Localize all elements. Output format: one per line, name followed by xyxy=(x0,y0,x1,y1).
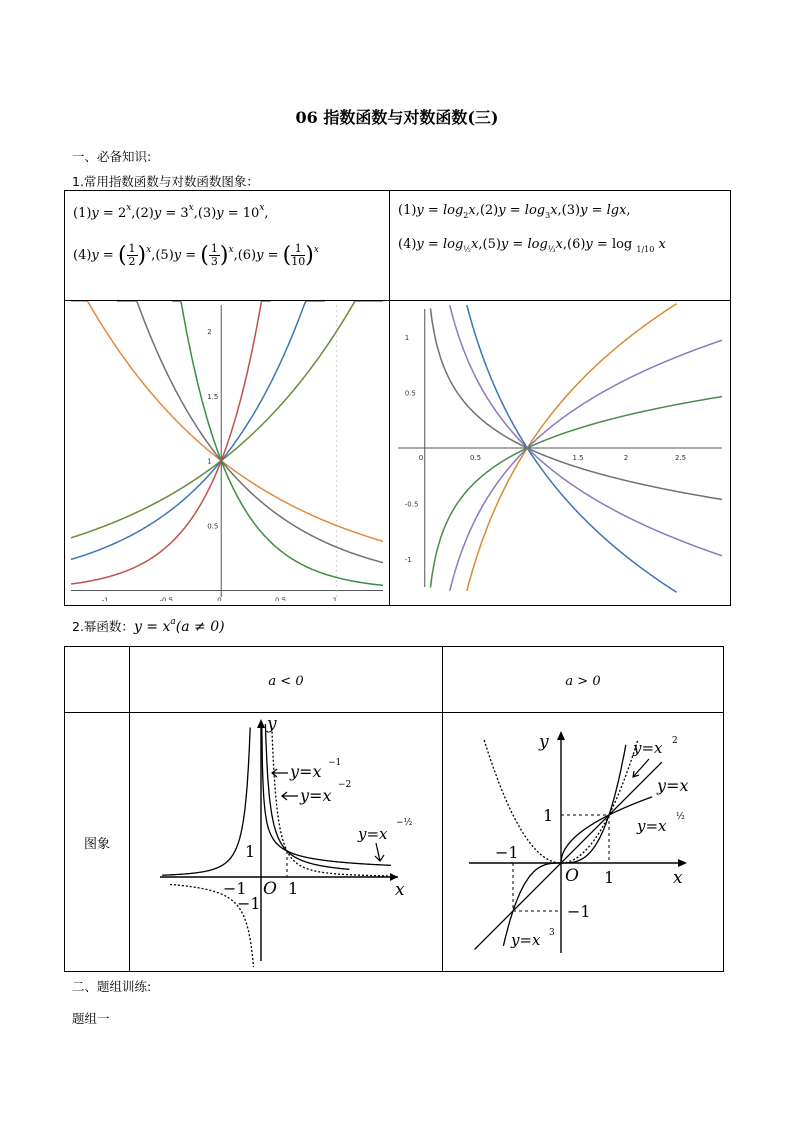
curve-x-neg2-left xyxy=(162,728,250,876)
section-heading-practice: 二、题组训练: xyxy=(72,979,152,994)
origin-label: O xyxy=(263,879,277,899)
label-x-neg1: y=x xyxy=(290,762,322,781)
label-x-squared: y=x xyxy=(633,739,663,757)
x-axis-arrow xyxy=(678,859,687,867)
x-tick-1: 1 xyxy=(288,879,299,898)
exp-series-line-3 xyxy=(71,301,271,584)
y-tick-label: 2 xyxy=(207,327,212,336)
log-formula-cell xyxy=(390,191,731,301)
y-tick-label: 0.5 xyxy=(404,389,416,398)
x-tick-label: 0.5 xyxy=(275,596,287,601)
y-tick-label: -1 xyxy=(404,556,412,565)
header-a-negative: a < 0 xyxy=(130,647,443,713)
y-axis-label: y xyxy=(539,732,549,752)
y-axis-label: y xyxy=(267,714,277,734)
y-tick-label: 0.5 xyxy=(207,522,219,531)
x-axis-label: x xyxy=(395,880,405,900)
row-label-graph: 图象 xyxy=(65,713,130,972)
y-tick-label: 1.5 xyxy=(207,392,219,401)
x-tick-label: 2.5 xyxy=(675,454,687,462)
label-x-half: y=x xyxy=(637,817,667,835)
x-tick-neg1: −1 xyxy=(495,843,519,862)
arrow-x-squared xyxy=(633,759,649,777)
sup-x-neg1: −1 xyxy=(328,758,342,768)
sup-x-neg2: −2 xyxy=(338,780,352,790)
label-x-cubed: y=x xyxy=(511,931,541,949)
log-chart xyxy=(390,301,730,601)
page-title: 06 指数函数与对数函数(三) xyxy=(295,108,499,127)
x-tick-label: 1 xyxy=(332,596,338,601)
log-formula-line2: $(4)y = \log_{\frac{1}{2}}x,(5)y = \log_{\frac{1}{3}}x,(6)y = \log _{1/10}$ x xyxy=(398,237,666,254)
corner-cell xyxy=(65,647,130,713)
sup-x-cubed: 3 xyxy=(549,928,555,938)
pos-power-graph xyxy=(443,713,723,967)
section-heading-knowledge: 一、必备知识: xyxy=(72,149,152,164)
exp-series-line-5 xyxy=(117,301,383,563)
exp-formula-line2: (4)y = ( $\frac{1}{2}$ )$^x$,(5)y = ( $\frac{1}{3}$ )$^x$,(6)y = ( $\frac{1}{10}$ )$^x$ xyxy=(73,242,319,268)
sup-x-squared: 2 xyxy=(672,736,678,746)
exp-formula-line1: $(1)y = 2^x,(2)y = 3^x,(3)y = 10^x$, xyxy=(73,203,269,221)
y-tick-label: 1 xyxy=(207,457,212,466)
y-tick-1: 1 xyxy=(543,806,554,825)
power-function-table xyxy=(64,646,724,972)
exp-series-line-6 xyxy=(172,301,383,585)
x-tick-label: -1 xyxy=(101,596,109,601)
label-x-neg2: y=x xyxy=(300,786,332,805)
x-tick-label: 0 xyxy=(217,596,222,601)
x-axis-label: x xyxy=(673,868,683,888)
sup-x-neg-half: −½ xyxy=(396,818,413,828)
pos-power-graph-cell xyxy=(443,713,724,972)
log-chart-cell xyxy=(390,301,731,606)
exp-formula-cell xyxy=(65,191,390,301)
label-x-neg-half: y=x xyxy=(358,825,388,843)
group-heading-1: 题组一 xyxy=(72,1011,110,1026)
x-tick-label: 0 xyxy=(418,454,424,462)
y-tick-label: -0.5 xyxy=(404,500,419,509)
x-tick-label: 1.5 xyxy=(572,454,584,462)
curve-x-cubed xyxy=(503,745,625,946)
y-tick-label: 1 xyxy=(404,333,410,342)
y-tick-neg1: −1 xyxy=(237,894,261,913)
y-tick-1: 1 xyxy=(245,842,256,861)
log-formula-line1: $(1)y = \log_2x,(2)y = \log_3x,(3)y = \lg x$, xyxy=(398,203,631,220)
x-tick-label: -0.5 xyxy=(159,596,174,601)
neg-power-graph xyxy=(130,713,442,967)
arrow-x-neg2 xyxy=(282,792,298,800)
x-tick-label: 2 xyxy=(623,454,629,462)
label-x-linear: y=x xyxy=(657,776,689,795)
y-tick-neg1: −1 xyxy=(567,902,591,921)
y-axis-arrow xyxy=(557,731,565,740)
item-heading-2: 2.幂函数：$y = x^a(a \ne 0)$ xyxy=(72,617,225,635)
log-series-line-4 xyxy=(467,305,677,592)
exp-chart-cell xyxy=(65,301,390,606)
origin-label: O xyxy=(565,866,579,886)
neg-power-graph-cell xyxy=(130,713,443,972)
x-tick-neg1: −1 xyxy=(223,879,247,898)
y-axis-arrow xyxy=(257,719,265,728)
exp-chart xyxy=(65,301,389,601)
x-tick-1: 1 xyxy=(604,868,615,887)
exp-series-line-4 xyxy=(71,301,383,541)
arrow-x-neg-half xyxy=(375,843,384,861)
sup-x-half: ½ xyxy=(676,812,685,822)
x-tick-label: 0.5 xyxy=(470,454,482,462)
header-a-positive: a > 0 xyxy=(443,647,724,713)
item-heading-1: 1.常用指数函数与对数函数图象： xyxy=(72,174,259,189)
log-series-line-1 xyxy=(467,304,677,591)
exp-series-line-1 xyxy=(71,301,383,538)
exp-log-table xyxy=(64,190,731,606)
